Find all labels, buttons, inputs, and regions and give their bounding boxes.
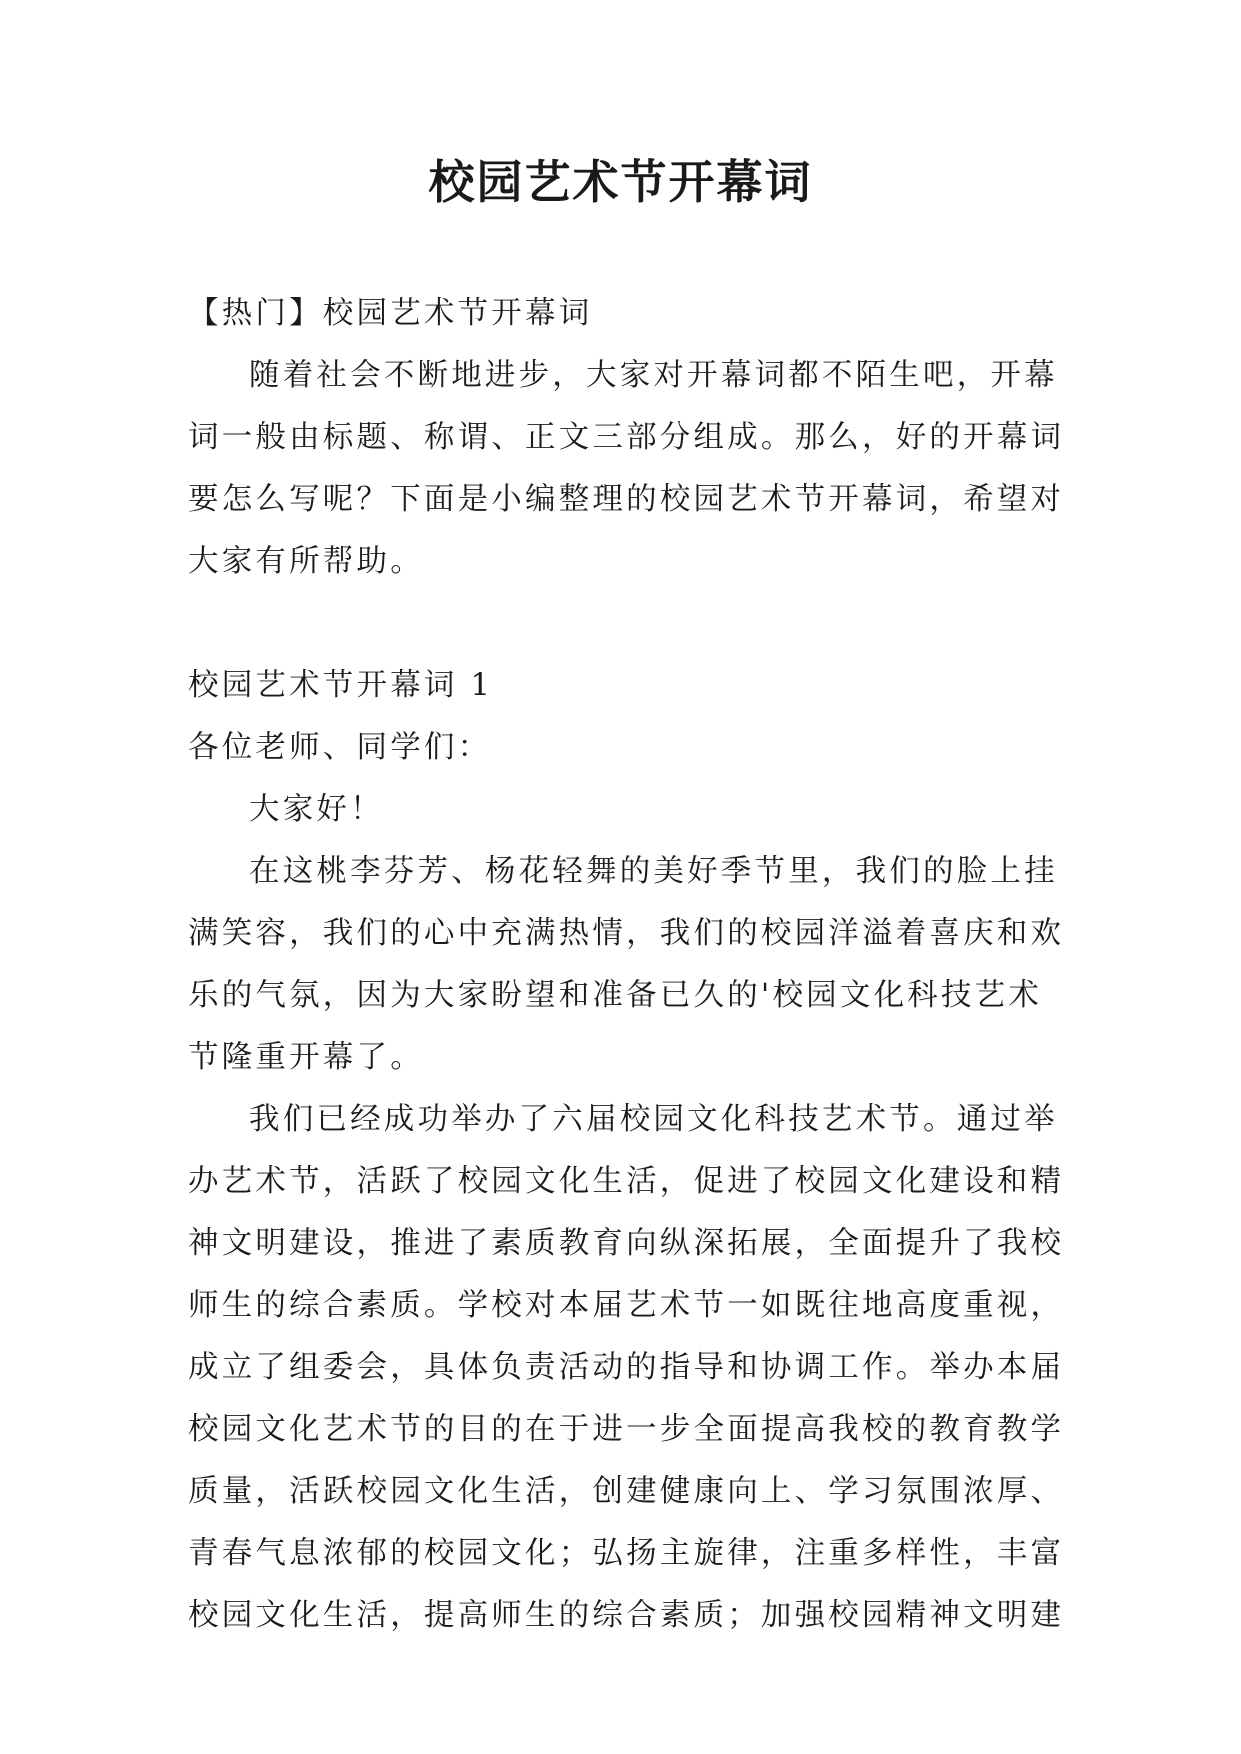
body-paragraph-1: 在这桃李芬芳、杨花轻舞的美好季节里，我们的脸上挂满笑容，我们的心中充满热情，我们的校园洋溢着喜庆和欢乐的气氛，因为大家盼望和准备已久的'校园文化科技艺术节隆重开幕了。	[188, 854, 1065, 1075]
document-body	[188, 283, 1068, 1647]
salutation: 各位老师、同学们：	[188, 730, 492, 765]
intro-heading: 【热门】校园艺术节开幕词	[188, 296, 593, 331]
section-spacer	[188, 593, 1068, 655]
document-title: 校园艺术节开幕词	[428, 155, 813, 209]
section-heading: 校园艺术节开幕词 1	[188, 668, 494, 703]
body-paragraph-2: 我们已经成功举办了六届校园文化科技艺术节。通过举办艺术节，活跃了校园文化生活，促进了校园文化建设和精神文明建设，推进了素质教育向纵深拓展，全面提升了我校师生的综合素质。学校对本届艺术节一如既往地高度重视，成立了组委会，具体负责活动的指导和协调工作。举办本届校园文化艺术节的目的在于进一步全面提高我校的教育教学质量，活跃校园文化生活，创建健康向上、学习氛围浓厚、青春气息浓郁的校园文化；弘扬主旋律，注重多样性，丰富校园文化生活，提高师生的综合素质；加强校园精神文明建	[188, 1102, 1065, 1633]
intro-paragraph: 随着社会不断地进步，大家对开幕词都不陌生吧，开幕词一般由标题、称谓、正文三部分组成。那么，好的开幕词要怎么写呢？下面是小编整理的校园艺术节开幕词，希望对大家有所帮助。	[188, 358, 1065, 579]
greeting: 大家好！	[249, 792, 384, 827]
